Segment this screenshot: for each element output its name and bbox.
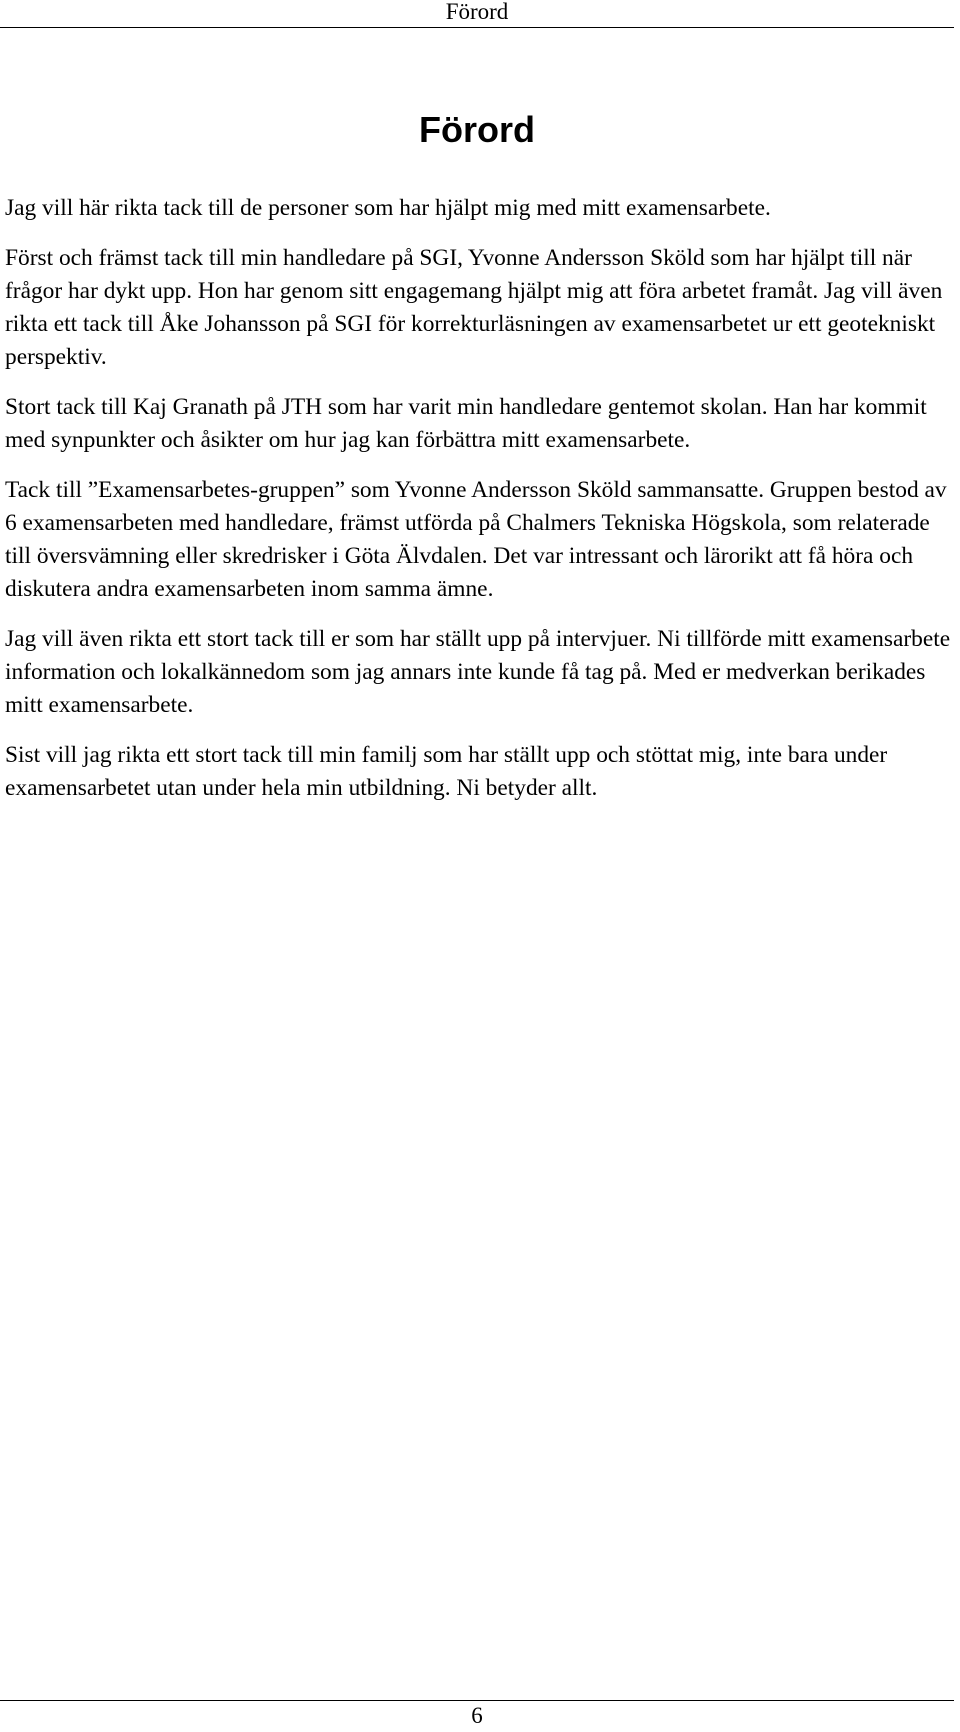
- page-title: Förord: [419, 109, 535, 150]
- header-rule: [0, 27, 954, 28]
- paragraph-family: Sist vill jag rikta ett stort tack till min familj som har ställt upp och stöttat mig, inte bara under examensarbetet utan under hela min utbildning. Ni betyder allt.: [5, 742, 888, 801]
- running-header: Förord: [445, 0, 509, 24]
- page-number: 6: [471, 1703, 483, 1728]
- paragraph-supervisor-jth: Stort tack till Kaj Granath på JTH som har varit min handledare gentemot skolan. Han har kommit med synpunkter och åsikter om hur jag kan förbättra mitt examensarbete.: [5, 394, 927, 453]
- paragraph-thesis-group: Tack till ”Examensarbetes-gruppen” som Yvonne Andersson Sköld sammansatte. Gruppen bestod av 6 examensarbeten med handledare, främst utförda på Chalmers Tekniska Högskola, som relaterade till översvämning eller skredrisker i Göta Älvdalen. Det var intressant och lärorikt att få höra och diskutera andra examensarbeten inom samma ämne.: [5, 477, 947, 602]
- footer-rule: [0, 1700, 954, 1701]
- paragraph-interviews: Jag vill även rikta ett stort tack till er som har ställt upp på intervjuer. Ni tillförde mitt examensarbete information och lokalkännedom som jag annars inte kunde få tag på. Med er medverkan berikades mitt examensarbete.: [5, 626, 951, 718]
- body-text: [5, 192, 955, 822]
- paragraph-intro: Jag vill här rikta tack till de personer som har hjälpt mig med mitt examensarbete.: [5, 195, 771, 221]
- paragraph-supervisor-sgi: Först och främst tack till min handledare på SGI, Yvonne Andersson Sköld som har hjälpt till när frågor har dykt upp. Hon har genom sitt engagemang hjälpt mig att föra arbetet framåt. Jag vill även rikta ett tack till Åke Johansson på SGI för korrekturläsningen av examensarbetet ur ett geotekniskt perspektiv.: [5, 245, 943, 370]
